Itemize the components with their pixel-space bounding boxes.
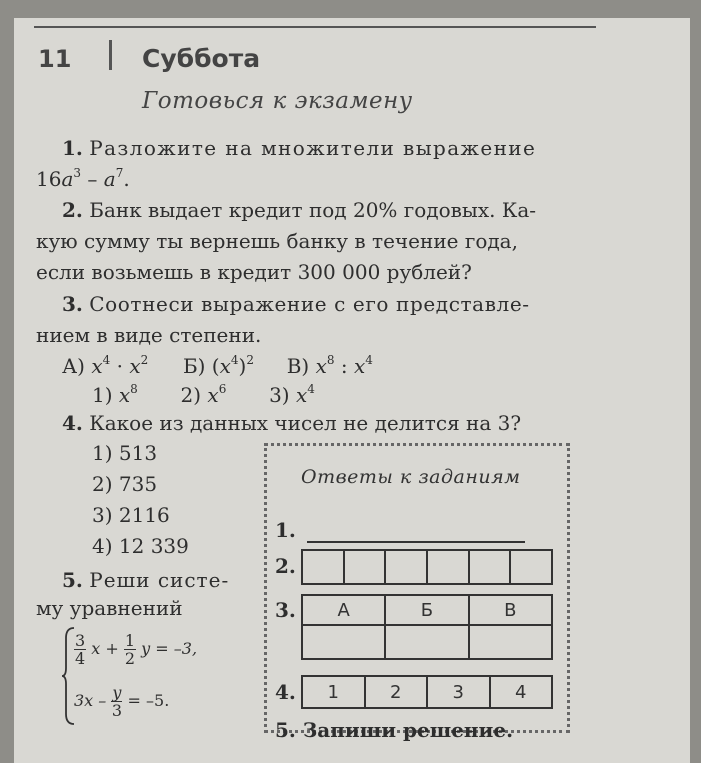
section-subtitle: Готовься к экзамену: [142, 88, 413, 114]
expr-minus: –: [81, 167, 104, 191]
task5-number: 5.: [62, 568, 83, 592]
header-divider: [109, 40, 112, 70]
answer-label-4: 4.: [275, 680, 296, 704]
task3-line1: [62, 292, 530, 316]
expr-var: a: [103, 167, 116, 191]
answer-3-cell[interactable]: [385, 625, 468, 659]
task3-option-a: А) $x^4 \cdot x^2$: [62, 353, 149, 378]
task2-line1: [62, 198, 536, 222]
task3-text: Соотнеси выражение с его представле-: [89, 292, 530, 316]
task3-option-b: Б) $(x^4)^2$: [182, 353, 254, 378]
task3-number: 3.: [62, 292, 83, 316]
task2-line2: кую сумму ты вернешь банку в течение года,: [36, 229, 518, 253]
textbook-page: [14, 18, 690, 763]
task4-option: 4) 12 339: [92, 534, 189, 558]
expr-period: .: [123, 167, 130, 191]
answer-1-line[interactable]: [307, 541, 525, 543]
equation-2: 3x – $\frac{y}{3}$ = –5.: [74, 683, 170, 720]
task2-text: Банк выдает кредит под 20% годовых. Ка-: [89, 198, 536, 222]
answer-3-cell[interactable]: [469, 625, 552, 659]
grid4-cell[interactable]: 4: [490, 676, 553, 708]
page-number: 11: [38, 45, 72, 73]
answer-2-cell[interactable]: [427, 550, 469, 584]
grid4-cell[interactable]: 3: [427, 676, 490, 708]
answer-3-grid: [301, 594, 553, 660]
answer-2-cell[interactable]: [344, 550, 386, 584]
task5-line1: [62, 568, 229, 592]
expr-power: 7: [115, 166, 124, 180]
answers-box: [264, 443, 570, 742]
task3-line2: нием в виде степени.: [36, 323, 262, 347]
grid3-header-a: А: [302, 595, 385, 625]
task3-answer-1: 1) $x^8$: [92, 382, 138, 407]
task5-text: Реши систе-: [89, 568, 230, 592]
task4-option: 3) 2116: [92, 503, 170, 527]
expr-power: 3: [73, 166, 82, 180]
answer-4-grid: [301, 675, 553, 709]
task4-text: Какое из данных чисел не делится на 3?: [89, 411, 522, 435]
grid4-cell[interactable]: 1: [302, 676, 365, 708]
task3-answers: [92, 382, 315, 407]
task3-option-v: В) $x^8$ : $x^4$: [286, 353, 373, 378]
task3-expressions: [62, 353, 373, 378]
task1-number: 1.: [62, 136, 83, 160]
task4-line1: [62, 411, 521, 435]
task5-line2: му уравнений: [36, 596, 183, 620]
answer-2-cell[interactable]: [385, 550, 427, 584]
answer-2-grid: [301, 549, 553, 585]
answer-label-1: 1.: [275, 518, 296, 542]
answer-label-3: 3.: [275, 598, 296, 622]
task3-answer-2: 2) $x^6$: [180, 382, 227, 407]
answer-3-cell[interactable]: [302, 625, 385, 659]
task3-answer-3: 3) $x^4$: [269, 382, 315, 407]
answer-2-cell[interactable]: [302, 550, 344, 584]
equation-1: $\frac{3}{4}$ x + $\frac{1}{2}$ y = –3,: [75, 631, 198, 668]
task1-line1: [62, 136, 536, 160]
grid3-header-v: В: [469, 595, 552, 625]
answer-2-cell[interactable]: [510, 550, 552, 584]
day-title: Суббота: [142, 44, 261, 73]
answer-2-cell[interactable]: [469, 550, 511, 584]
top-rule: [34, 26, 596, 28]
answer-label-2: 2.: [275, 554, 296, 578]
task4-number: 4.: [62, 411, 83, 435]
answers-title: Ответы к заданиям: [301, 466, 521, 488]
task2-line3: если возьмешь в кредит 300 000 рублей?: [36, 260, 472, 284]
grid4-cell[interactable]: 2: [365, 676, 428, 708]
task1-expression: [36, 166, 130, 191]
task1-text: Разложите на множители выражение: [89, 136, 537, 160]
task4-option: 1) 513: [92, 441, 158, 465]
expr-coefficient: 16: [36, 167, 62, 191]
task4-option: 2) 735: [92, 472, 158, 496]
task2-number: 2.: [62, 198, 83, 222]
equation-system: [62, 626, 262, 726]
expr-var: a: [61, 167, 74, 191]
answer-label-5: 5. Запиши решение.: [275, 718, 514, 742]
grid3-header-b: Б: [385, 595, 468, 625]
